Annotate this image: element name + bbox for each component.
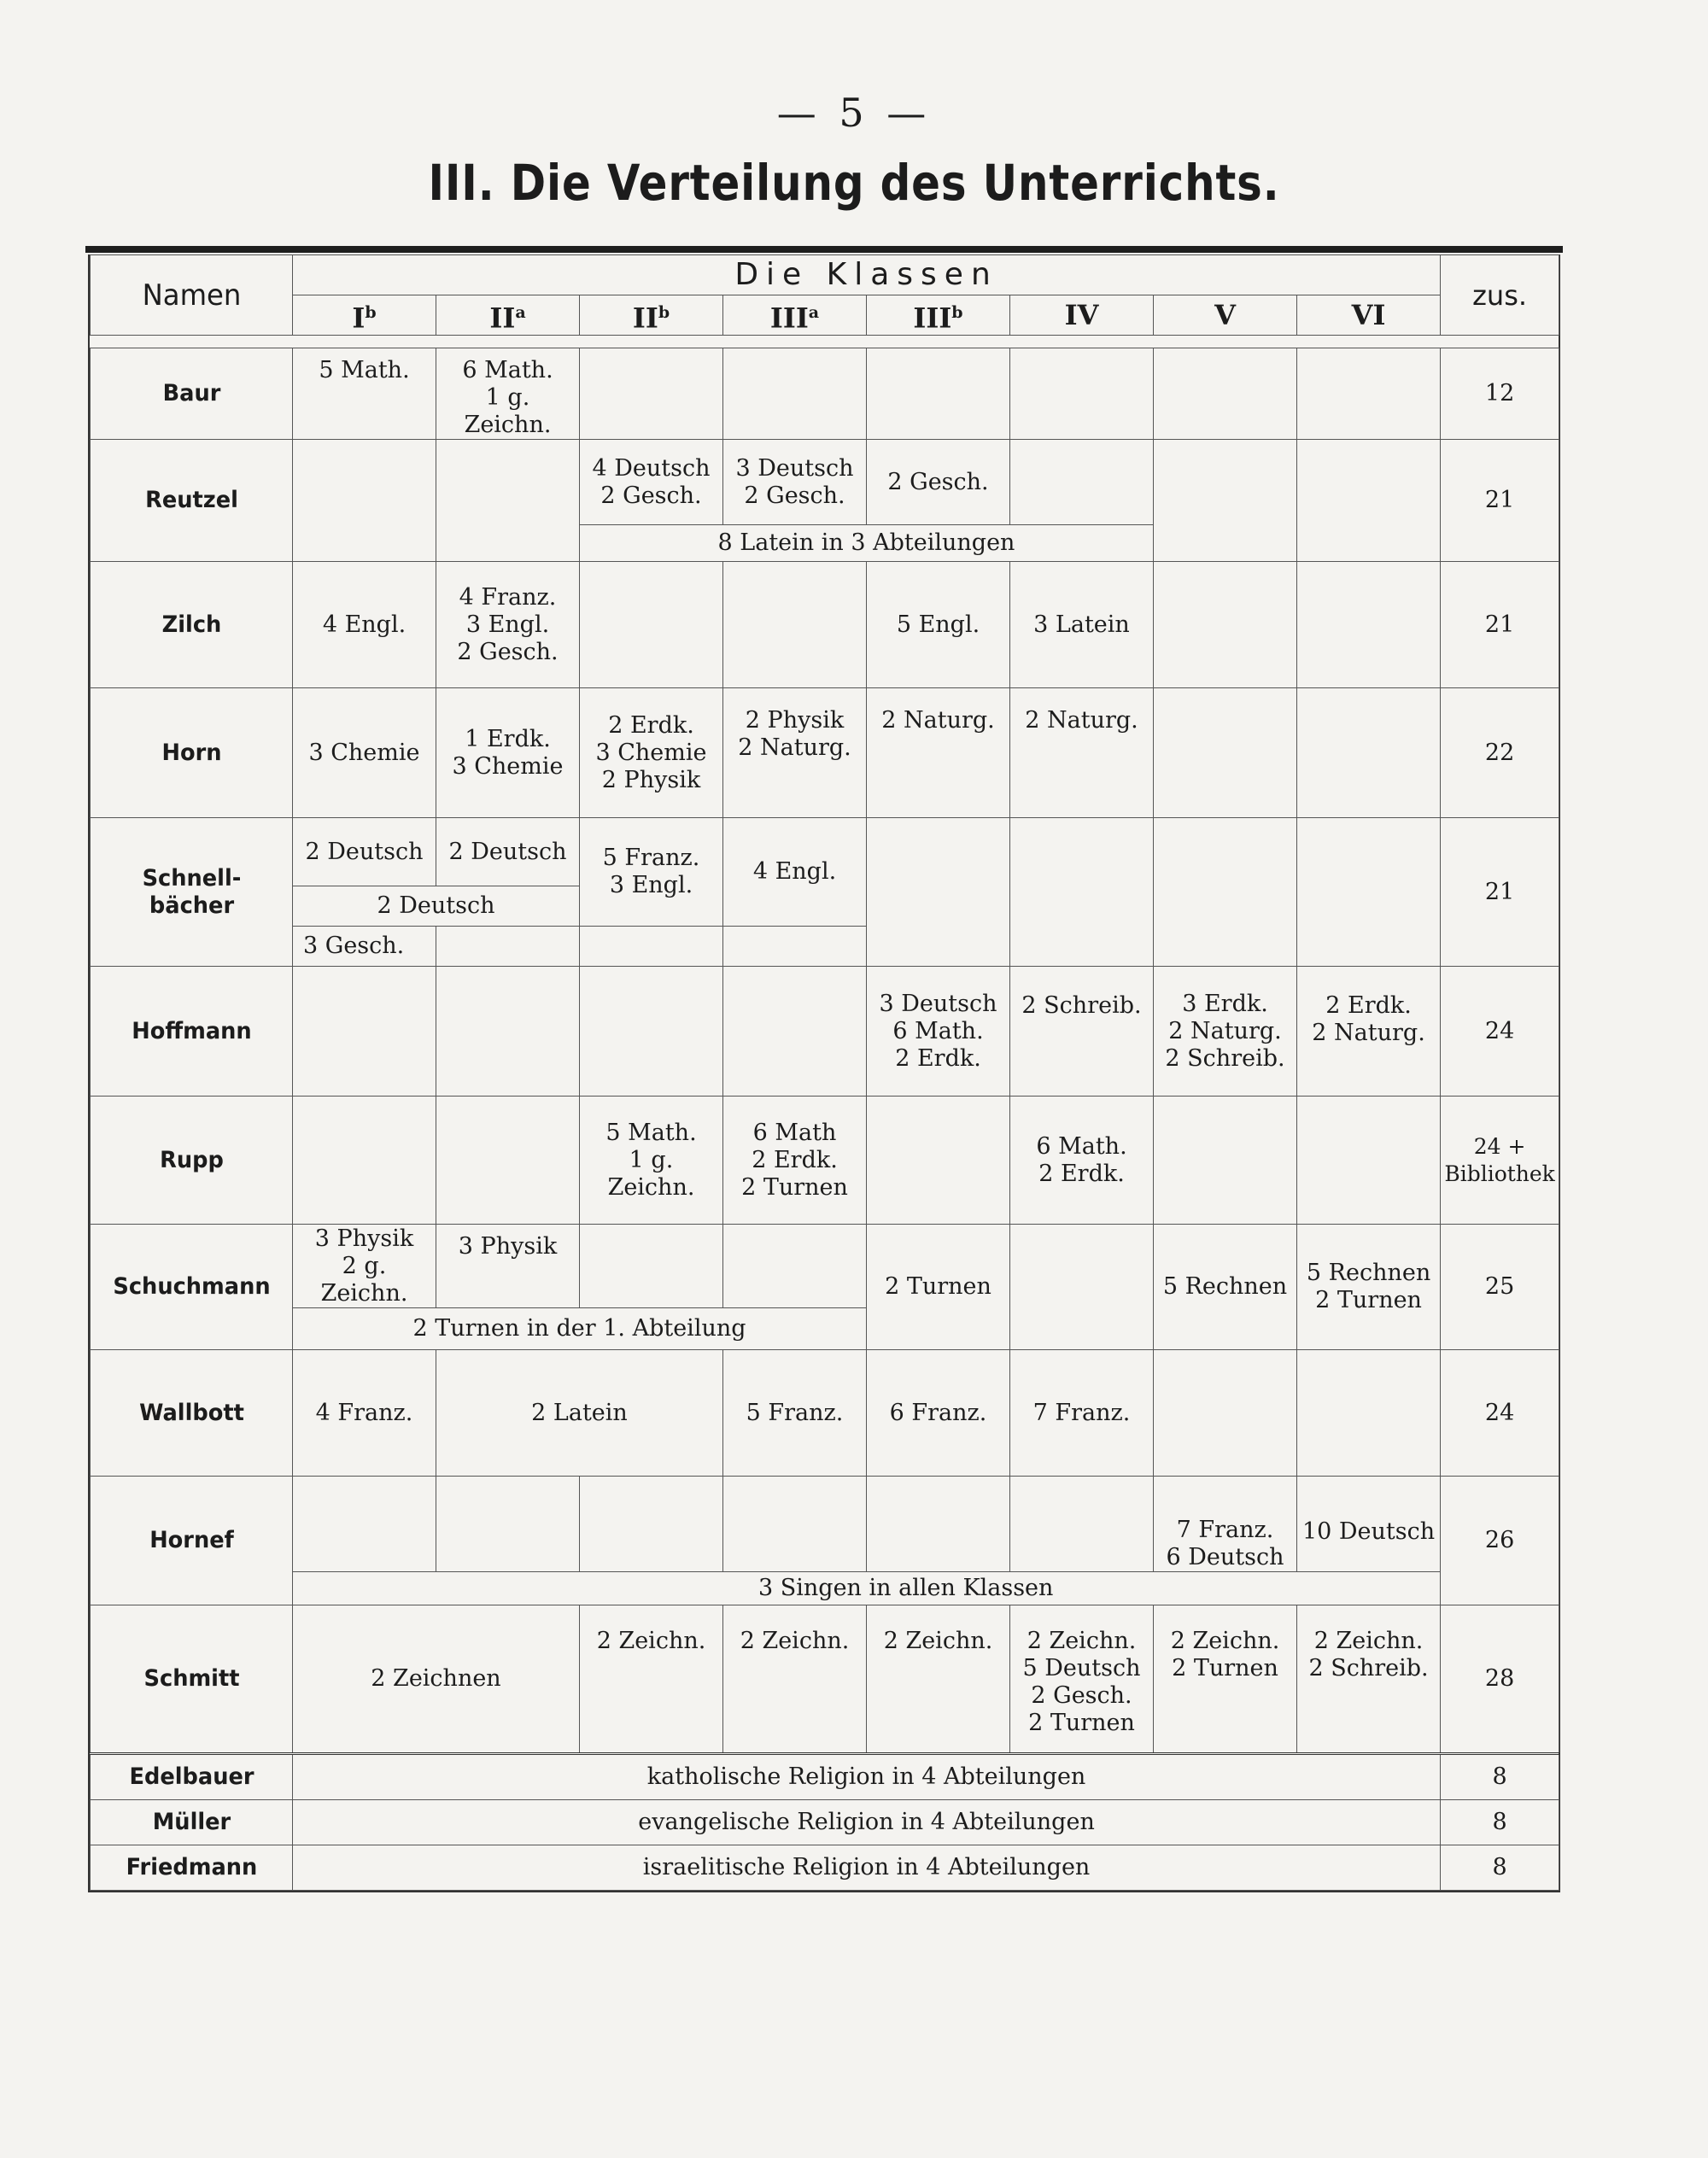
page-number: — 5 —	[776, 90, 932, 136]
distribution-table-wrapper	[88, 254, 1560, 1892]
cell-schmitt-iiib: 2 Zeichn.	[867, 1605, 1010, 1754]
row-zilch	[91, 562, 1559, 688]
cell-hornef-vi: 10 Deutsch	[1297, 1477, 1441, 1572]
teacher-name: Hoffmann	[95, 967, 287, 1097]
row-baur	[91, 348, 1559, 440]
teacher-name: Hornef	[95, 1477, 287, 1605]
row-horn	[91, 688, 1559, 818]
teacher-name: Friedmann	[95, 1845, 287, 1891]
header-klassen: Die Klassen	[293, 255, 1441, 295]
sum-schnell: 21	[1441, 818, 1559, 967]
cell-rupp-iiia: 6 Math 2 Erdk. 2 Turnen	[723, 1097, 867, 1225]
teacher-name: Wallbott	[95, 1350, 287, 1477]
cell-schmitt-iiia: 2 Zeichn.	[723, 1605, 867, 1754]
cell-baur-iia: 6 Math. 1 g. Zeichn.	[436, 348, 580, 440]
class-vi: VI	[1297, 295, 1441, 336]
teacher-name: Reutzel	[95, 440, 287, 562]
row-friedmann	[91, 1845, 1559, 1891]
cell-horn-ib: 3 Chemie	[293, 688, 436, 818]
class-v: V	[1154, 295, 1297, 336]
row-schmitt	[91, 1605, 1559, 1754]
cell-wallbott-iiia: 5 Franz.	[723, 1350, 867, 1477]
cell-hoffmann-vi: 2 Erdk. 2 Naturg.	[1297, 967, 1441, 1097]
cell-schnell-ib: 2 Deutsch	[293, 818, 436, 886]
cell-schnell-span: 2 Deutsch	[293, 886, 580, 927]
cell-reutzel-iiia: 3 Deutsch 2 Gesch.	[723, 440, 867, 525]
sum-mueller: 8	[1441, 1800, 1559, 1845]
row-reutzel	[91, 440, 1559, 525]
top-rule	[85, 246, 1563, 253]
teacher-name: Baur	[95, 348, 287, 440]
teacher-name: Zilch	[95, 562, 287, 688]
sum-friedmann: 8	[1441, 1845, 1559, 1891]
teacher-name: Rupp	[95, 1097, 287, 1225]
row-wallbott	[91, 1350, 1559, 1477]
cell-reutzel-iiib: 2 Gesch.	[867, 440, 1010, 525]
teacher-name: Horn	[95, 688, 287, 818]
cell-schnell-iib: 5 Franz. 3 Engl.	[580, 818, 723, 927]
cell-wallbott-iiib: 6 Franz.	[867, 1350, 1010, 1477]
cell-schuch-iiib: 2 Turnen	[867, 1225, 1010, 1350]
teacher-name: Schmitt	[95, 1605, 287, 1754]
cell-hoffmann-iiib: 3 Deutsch 6 Math. 2 Erdk.	[867, 967, 1010, 1097]
cell-edelbauer-span: katholische Religion in 4 Abteilungen	[293, 1754, 1441, 1800]
cell-schnell-iiia: 4 Engl.	[723, 818, 867, 927]
distribution-table	[90, 254, 1559, 1891]
class-iia: $II^a$	[436, 295, 580, 336]
cell-schuch-v: 5 Rechnen	[1154, 1225, 1297, 1350]
class-iib: $II^b$	[580, 295, 723, 336]
cell-hoffmann-iv: 2 Schreib.	[1010, 967, 1154, 1097]
cell-wallbott-iv: 7 Franz.	[1010, 1350, 1154, 1477]
cell-schuch-iia: 3 Physik	[436, 1225, 580, 1308]
row-schuchmann	[91, 1225, 1559, 1308]
teacher-name: Edelbauer	[95, 1754, 287, 1800]
cell-friedmann-span: israelitische Religion in 4 Abteilungen	[293, 1845, 1441, 1891]
header-sum: zus.	[1441, 255, 1559, 336]
cell-schmitt-iv: 2 Zeichn. 5 Deutsch 2 Gesch. 2 Turnen	[1010, 1605, 1154, 1754]
cell-schuch-vi: 5 Rechnen 2 Turnen	[1297, 1225, 1441, 1350]
cell-rupp-iv: 6 Math. 2 Erdk.	[1010, 1097, 1154, 1225]
cell-schmitt-zeichnen: 2 Zeichnen	[293, 1605, 580, 1754]
cell-schuch-span: 2 Turnen in der 1. Abteilung	[293, 1308, 867, 1350]
cell-schnell-iia: 2 Deutsch	[436, 818, 580, 886]
sum-edelbauer: 8	[1441, 1754, 1559, 1800]
cell-horn-iv: 2 Naturg.	[1010, 688, 1154, 818]
sum-reutzel: 21	[1441, 440, 1559, 562]
sum-zilch: 21	[1441, 562, 1559, 688]
cell-reutzel-span: 8 Latein in 3 Abteilungen	[580, 525, 1154, 562]
cell-rupp-iib: 5 Math. 1 g. Zeichn.	[580, 1097, 723, 1225]
cell-schmitt-vi: 2 Zeichn. 2 Schreib.	[1297, 1605, 1441, 1754]
row-hornef	[91, 1477, 1559, 1572]
class-iiib: III$^b$	[867, 295, 1010, 336]
section-heading: III. Die Verteilung des Unterrichts.	[428, 154, 1280, 212]
cell-hoffmann-v: 3 Erdk. 2 Naturg. 2 Schreib.	[1154, 967, 1297, 1097]
cell-hornef-span: 3 Singen in allen Klassen	[293, 1572, 1441, 1605]
cell-baur-ib: 5 Math.	[293, 348, 436, 440]
row-hoffmann	[91, 967, 1559, 1097]
sum-horn: 22	[1441, 688, 1559, 818]
cell-hornef-v: 7 Franz. 6 Deutsch	[1154, 1477, 1297, 1572]
cell-zilch-iiib: 5 Engl.	[867, 562, 1010, 688]
sum-rupp: 24 + Bibliothek	[1441, 1097, 1559, 1225]
teacher-name: Müller	[95, 1800, 287, 1845]
class-iiia: III$^a$	[723, 295, 867, 336]
class-iv: IV	[1010, 295, 1154, 336]
cell-schmitt-v: 2 Zeichn. 2 Turnen	[1154, 1605, 1297, 1754]
class-ib: $I^b$	[293, 295, 436, 336]
row-edelbauer	[91, 1754, 1559, 1800]
cell-wallbott-latein: 2 Latein	[436, 1350, 723, 1477]
row-rupp	[91, 1097, 1559, 1225]
cell-horn-iiib: 2 Naturg.	[867, 688, 1010, 818]
cell-schmitt-iib: 2 Zeichn.	[580, 1605, 723, 1754]
sum-wallbott: 24	[1441, 1350, 1559, 1477]
cell-schuch-ib: 3 Physik 2 g. Zeichn.	[293, 1225, 436, 1308]
cell-zilch-iia: 4 Franz. 3 Engl. 2 Gesch.	[436, 562, 580, 688]
sum-schmitt: 28	[1441, 1605, 1559, 1754]
cell-horn-iiia: 2 Physik 2 Naturg.	[723, 688, 867, 818]
cell-mueller-span: evangelische Religion in 4 Abteilungen	[293, 1800, 1441, 1845]
cell-reutzel-iib: 4 Deutsch 2 Gesch.	[580, 440, 723, 525]
header-names: Namen	[95, 255, 287, 336]
header-row-2	[91, 295, 1559, 336]
row-mueller	[91, 1800, 1559, 1845]
cell-zilch-ib: 4 Engl.	[293, 562, 436, 688]
cell-horn-iib: 2 Erdk. 3 Chemie 2 Physik	[580, 688, 723, 818]
header-row-1	[91, 255, 1559, 295]
sum-hoffmann: 24	[1441, 967, 1559, 1097]
cell-zilch-iv: 3 Latein	[1010, 562, 1154, 688]
sum-schuch: 25	[1441, 1225, 1559, 1350]
teacher-name: Schnell- bächer	[95, 818, 287, 967]
cell-horn-iia: 1 Erdk. 3 Chemie	[436, 688, 580, 818]
row-schnellbaecher	[91, 818, 1559, 886]
sum-baur: 12	[1441, 348, 1559, 440]
cell-wallbott-ib: 4 Franz.	[293, 1350, 436, 1477]
cell-schnell-gesch: 3 Gesch.	[293, 927, 436, 967]
sum-hornef: 26	[1441, 1477, 1559, 1605]
teacher-name: Schuchmann	[95, 1225, 287, 1350]
